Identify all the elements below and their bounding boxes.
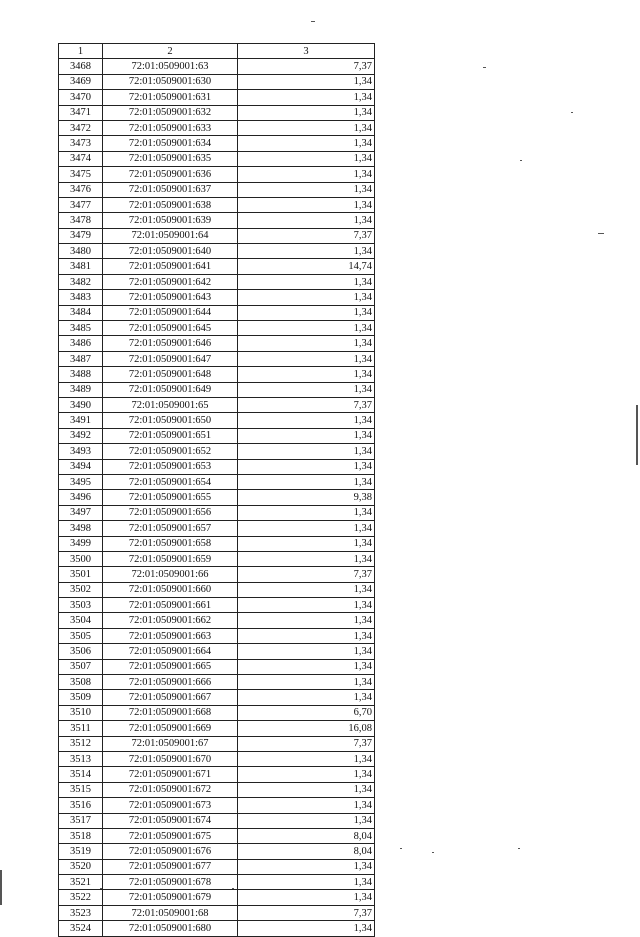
table-row: [59, 136, 375, 151]
column-header-1: 1: [59, 44, 103, 59]
row-number: 3472: [59, 120, 103, 135]
row-value: 1,34: [238, 290, 375, 305]
table-row: [59, 644, 375, 659]
table-row: [59, 782, 375, 797]
row-number: 3483: [59, 290, 103, 305]
cadastral-number: 72:01:0509001:63: [103, 59, 238, 74]
table-row: [59, 859, 375, 874]
row-value: 1,34: [238, 382, 375, 397]
table-row: [59, 705, 375, 720]
table-row: [59, 628, 375, 643]
scan-speck: [636, 405, 638, 465]
cadastral-number: 72:01:0509001:647: [103, 351, 238, 366]
cadastral-number: 72:01:0509001:643: [103, 290, 238, 305]
row-value: 1,34: [238, 213, 375, 228]
cadastral-number: 72:01:0509001:680: [103, 921, 238, 936]
row-number: 3488: [59, 367, 103, 382]
scan-speck: [400, 848, 402, 849]
cadastral-number: 72:01:0509001:64: [103, 228, 238, 243]
cadastral-number: 72:01:0509001:669: [103, 721, 238, 736]
row-number: 3514: [59, 767, 103, 782]
scan-speck: [598, 233, 604, 234]
row-value: 1,34: [238, 782, 375, 797]
scan-speck: [483, 67, 486, 68]
row-number: 3516: [59, 798, 103, 813]
row-number: 3478: [59, 213, 103, 228]
cadastral-number: 72:01:0509001:632: [103, 105, 238, 120]
cadastral-number: 72:01:0509001:679: [103, 890, 238, 905]
row-number: 3484: [59, 305, 103, 320]
row-number: 3501: [59, 567, 103, 582]
row-value: 1,34: [238, 521, 375, 536]
row-value: 1,34: [238, 798, 375, 813]
row-number: 3481: [59, 259, 103, 274]
cadastral-number: 72:01:0509001:666: [103, 675, 238, 690]
row-number: 3498: [59, 521, 103, 536]
row-number: 3477: [59, 197, 103, 212]
table-row: [59, 413, 375, 428]
row-value: 1,34: [238, 105, 375, 120]
cadastral-number: 72:01:0509001:68: [103, 905, 238, 920]
row-number: 3503: [59, 598, 103, 613]
table-row: [59, 259, 375, 274]
table-row: [59, 890, 375, 905]
row-number: 3480: [59, 244, 103, 259]
table-row: [59, 290, 375, 305]
row-value: 1,34: [238, 890, 375, 905]
row-value: 1,34: [238, 659, 375, 674]
cadastral-number: 72:01:0509001:634: [103, 136, 238, 151]
row-value: 7,37: [238, 228, 375, 243]
row-value: 1,34: [238, 151, 375, 166]
cadastral-number: 72:01:0509001:633: [103, 120, 238, 135]
row-value: 1,34: [238, 474, 375, 489]
cadastral-number: 72:01:0509001:652: [103, 444, 238, 459]
cadastral-number: 72:01:0509001:663: [103, 628, 238, 643]
row-value: 16,08: [238, 721, 375, 736]
row-value: 1,34: [238, 136, 375, 151]
row-number: 3510: [59, 705, 103, 720]
row-value: 1,34: [238, 598, 375, 613]
table-row: [59, 167, 375, 182]
row-value: 9,38: [238, 490, 375, 505]
row-number: 3500: [59, 551, 103, 566]
row-value: 1,34: [238, 74, 375, 89]
row-value: 1,34: [238, 505, 375, 520]
row-number: 3502: [59, 582, 103, 597]
table-row: [59, 567, 375, 582]
row-number: 3473: [59, 136, 103, 151]
table-row: [59, 736, 375, 751]
row-value: 1,34: [238, 244, 375, 259]
table-row: [59, 59, 375, 74]
table-row: [59, 182, 375, 197]
row-value: 7,37: [238, 736, 375, 751]
cadastral-number: 72:01:0509001:659: [103, 551, 238, 566]
cadastral-number: 72:01:0509001:671: [103, 767, 238, 782]
table-row: [59, 336, 375, 351]
cadastral-number: 72:01:0509001:664: [103, 644, 238, 659]
row-value: 1,34: [238, 351, 375, 366]
table-row: [59, 798, 375, 813]
table-row: [59, 444, 375, 459]
cadastral-number: 72:01:0509001:636: [103, 167, 238, 182]
table-row: [59, 228, 375, 243]
cadastral-number: 72:01:0509001:65: [103, 397, 238, 412]
row-value: 1,34: [238, 413, 375, 428]
row-number: 3506: [59, 644, 103, 659]
cadastral-number: 72:01:0509001:648: [103, 367, 238, 382]
scan-speck: [432, 852, 434, 853]
cadastral-number: 72:01:0509001:657: [103, 521, 238, 536]
row-value: 1,34: [238, 675, 375, 690]
table-row: [59, 551, 375, 566]
table-row: [59, 244, 375, 259]
row-number: 3487: [59, 351, 103, 366]
scan-speck: [520, 160, 522, 161]
table-row: [59, 751, 375, 766]
row-value: 7,37: [238, 567, 375, 582]
row-number: 3468: [59, 59, 103, 74]
table-row: [59, 582, 375, 597]
row-number: 3475: [59, 167, 103, 182]
scan-speck: [0, 870, 2, 905]
row-value: 1,34: [238, 921, 375, 936]
table-row: [59, 351, 375, 366]
table-row: [59, 905, 375, 920]
cadastral-number: 72:01:0509001:651: [103, 428, 238, 443]
cadastral-number: 72:01:0509001:676: [103, 844, 238, 859]
table-row: [59, 813, 375, 828]
table-row: [59, 828, 375, 843]
cadastral-number: 72:01:0509001:675: [103, 828, 238, 843]
row-number: 3499: [59, 536, 103, 551]
row-number: 3485: [59, 321, 103, 336]
row-value: 1,34: [238, 305, 375, 320]
row-value: 1,34: [238, 459, 375, 474]
row-number: 3494: [59, 459, 103, 474]
cadastral-number: 72:01:0509001:668: [103, 705, 238, 720]
cadastral-number: 72:01:0509001:672: [103, 782, 238, 797]
table-row: [59, 90, 375, 105]
table-row: [59, 274, 375, 289]
table-row: [59, 690, 375, 705]
row-value: 1,34: [238, 167, 375, 182]
scan-speck: [518, 848, 520, 849]
row-value: 1,34: [238, 197, 375, 212]
row-number: 3469: [59, 74, 103, 89]
row-number: 3493: [59, 444, 103, 459]
cadastral-number: 72:01:0509001:654: [103, 474, 238, 489]
row-value: 1,34: [238, 767, 375, 782]
cadastral-number: 72:01:0509001:658: [103, 536, 238, 551]
row-number: 3521: [59, 875, 103, 890]
table-row: [59, 721, 375, 736]
column-header-2: 2: [103, 44, 238, 59]
cadastral-number: 72:01:0509001:637: [103, 182, 238, 197]
table-row: [59, 613, 375, 628]
row-number: 3496: [59, 490, 103, 505]
table-row: [59, 598, 375, 613]
cadastral-number: 72:01:0509001:660: [103, 582, 238, 597]
row-value: 8,04: [238, 828, 375, 843]
table-row: [59, 213, 375, 228]
cadastral-number: 72:01:0509001:646: [103, 336, 238, 351]
row-value: 1,34: [238, 582, 375, 597]
cadastral-number: 72:01:0509001:635: [103, 151, 238, 166]
row-value: 1,34: [238, 367, 375, 382]
cadastral-number: 72:01:0509001:66: [103, 567, 238, 582]
row-value: 1,34: [238, 690, 375, 705]
row-number: 3519: [59, 844, 103, 859]
row-number: 3474: [59, 151, 103, 166]
table-row: [59, 875, 375, 890]
row-value: 7,37: [238, 397, 375, 412]
cadastral-number: 72:01:0509001:640: [103, 244, 238, 259]
row-value: 8,04: [238, 844, 375, 859]
cadastral-number: 72:01:0509001:650: [103, 413, 238, 428]
row-number: 3512: [59, 736, 103, 751]
row-value: 1,34: [238, 321, 375, 336]
cadastral-number: 72:01:0509001:661: [103, 598, 238, 613]
cadastral-number: 72:01:0509001:630: [103, 74, 238, 89]
row-value: 1,34: [238, 551, 375, 566]
cadastral-number: 72:01:0509001:674: [103, 813, 238, 828]
row-number: 3492: [59, 428, 103, 443]
table-row: [59, 659, 375, 674]
cadastral-number: 72:01:0509001:670: [103, 751, 238, 766]
row-number: 3524: [59, 921, 103, 936]
table-row: [59, 536, 375, 551]
header-row: [59, 44, 375, 59]
cadastral-table: [58, 43, 375, 937]
row-number: 3486: [59, 336, 103, 351]
row-value: 1,34: [238, 875, 375, 890]
table-row: [59, 767, 375, 782]
cadastral-number: 72:01:0509001:673: [103, 798, 238, 813]
row-value: 1,34: [238, 536, 375, 551]
row-value: 1,34: [238, 336, 375, 351]
table-row: [59, 120, 375, 135]
row-value: 1,34: [238, 644, 375, 659]
row-number: 3471: [59, 105, 103, 120]
row-number: 3515: [59, 782, 103, 797]
row-value: 1,34: [238, 859, 375, 874]
table-row: [59, 197, 375, 212]
cadastral-number: 72:01:0509001:665: [103, 659, 238, 674]
row-value: 6,70: [238, 705, 375, 720]
row-number: 3509: [59, 690, 103, 705]
table-row: [59, 844, 375, 859]
cadastral-number: 72:01:0509001:649: [103, 382, 238, 397]
row-value: 1,34: [238, 628, 375, 643]
table-row: [59, 505, 375, 520]
cadastral-number: 72:01:0509001:641: [103, 259, 238, 274]
table-row: [59, 428, 375, 443]
table-row: [59, 367, 375, 382]
table-row: [59, 459, 375, 474]
row-number: 3511: [59, 721, 103, 736]
row-value: 1,34: [238, 90, 375, 105]
table-row: [59, 474, 375, 489]
cadastral-number: 72:01:0509001:638: [103, 197, 238, 212]
row-number: 3518: [59, 828, 103, 843]
row-number: 3513: [59, 751, 103, 766]
row-number: 3523: [59, 905, 103, 920]
row-value: 1,34: [238, 813, 375, 828]
table-row: [59, 305, 375, 320]
table-row: [59, 382, 375, 397]
row-number: 3491: [59, 413, 103, 428]
cadastral-number: 72:01:0509001:662: [103, 613, 238, 628]
table-row: [59, 74, 375, 89]
cadastral-number: 72:01:0509001:644: [103, 305, 238, 320]
cadastral-number: 72:01:0509001:678: [103, 875, 238, 890]
row-number: 3482: [59, 274, 103, 289]
table-row: [59, 321, 375, 336]
table-row: [59, 151, 375, 166]
row-number: 3522: [59, 890, 103, 905]
row-value: 1,34: [238, 444, 375, 459]
cadastral-number: 72:01:0509001:653: [103, 459, 238, 474]
row-number: 3505: [59, 628, 103, 643]
table-row: [59, 397, 375, 412]
row-number: 3490: [59, 397, 103, 412]
cadastral-number: 72:01:0509001:677: [103, 859, 238, 874]
row-number: 3476: [59, 182, 103, 197]
row-number: 3489: [59, 382, 103, 397]
row-number: 3497: [59, 505, 103, 520]
row-number: 3470: [59, 90, 103, 105]
cadastral-number: 72:01:0509001:631: [103, 90, 238, 105]
cadastral-number: 72:01:0509001:642: [103, 274, 238, 289]
table-row: [59, 921, 375, 936]
table-row: [59, 521, 375, 536]
scan-speck: [571, 112, 573, 113]
row-number: 3495: [59, 474, 103, 489]
table-body: [59, 59, 375, 936]
table-row: [59, 490, 375, 505]
row-number: 3517: [59, 813, 103, 828]
row-number: 3507: [59, 659, 103, 674]
row-value: 14,74: [238, 259, 375, 274]
cadastral-number: 72:01:0509001:645: [103, 321, 238, 336]
row-value: 1,34: [238, 120, 375, 135]
scan-speck: [311, 21, 315, 22]
cadastral-number: 72:01:0509001:655: [103, 490, 238, 505]
cadastral-number: 72:01:0509001:639: [103, 213, 238, 228]
row-number: 3479: [59, 228, 103, 243]
row-value: 7,37: [238, 905, 375, 920]
table-row: [59, 105, 375, 120]
row-value: 1,34: [238, 274, 375, 289]
row-number: 3504: [59, 613, 103, 628]
row-value: 1,34: [238, 751, 375, 766]
row-value: 1,34: [238, 613, 375, 628]
cadastral-number: 72:01:0509001:656: [103, 505, 238, 520]
row-number: 3508: [59, 675, 103, 690]
cadastral-number: 72:01:0509001:667: [103, 690, 238, 705]
row-value: 7,37: [238, 59, 375, 74]
column-header-3: 3: [238, 44, 375, 59]
cadastral-number: 72:01:0509001:67: [103, 736, 238, 751]
row-value: 1,34: [238, 428, 375, 443]
row-number: 3520: [59, 859, 103, 874]
table-row: [59, 675, 375, 690]
row-value: 1,34: [238, 182, 375, 197]
